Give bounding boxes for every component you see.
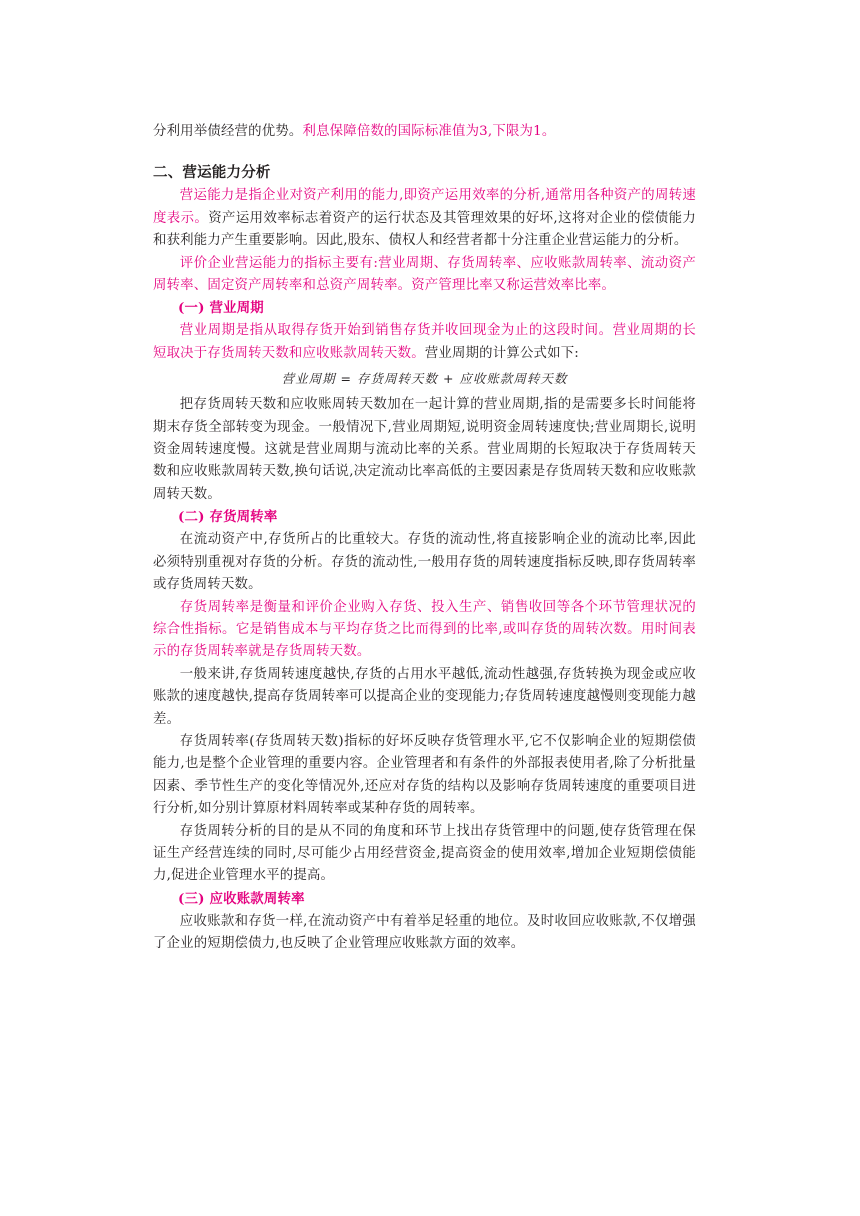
document-body bbox=[153, 121, 696, 956]
body-text: 营业周期的计算公式如下: bbox=[424, 345, 580, 361]
paragraph: 存货周转率是衡量和评价企业购入存货、投入生产、销售收回等各个环节管理状况的综合性指标。它是销售成本与平均存货之比而得到的比率,或叫存货的周转次数。用时间表示的存货周转率就是存货周转天数。 bbox=[153, 599, 696, 660]
formula: 营业周期 = 存货周转天数 + 应收账款周转天数 bbox=[281, 371, 568, 387]
paragraph: 存货周转分析的目的是从不同的角度和环节上找出存货管理中的问题,使存货管理在保证生产经营连续的同时,尽可能少占用经营资金,提高资金的使用效率,增加企业短期偿债能力,促进企业管理水平的提高。 bbox=[153, 823, 696, 884]
intro-text: 分利用举债经营的优势。 bbox=[153, 124, 303, 139]
paragraph: 把存货周转天数和应收账周转天数加在一起计算的营业周期,指的是需要多长时间能将期末存货全部转变为现金。一般情况下,营业周期短,说明资金周转速度快;营业周期长,说明资金周转速度慢。这就是营业周期与流动比率的关系。营业周期的长短取决于存货周转天数和应收账款周转天数,换句话说,决定流动比率高低的主要因素是存货周转天数和应收账款周转天数。 bbox=[153, 397, 696, 502]
paragraph bbox=[153, 185, 696, 252]
intro-highlight: 利息保障倍数的国际标准值为3,下限为1。 bbox=[302, 124, 556, 139]
highlight-text: 营运能力是指企业对资产利用的能力,即资产运用效率的分析,通常用各种资产的周转速度表示。 bbox=[153, 188, 696, 226]
paragraph: 在流动资产中,存货所占的比重较大。存货的流动性,将直接影响企业的流动比率,因此必须特别重视对存货的分析。存货的流动性,一般用存货的周转速度指标反映,即存货周转率或存货周转天数。 bbox=[153, 532, 696, 593]
paragraph: 一般来讲,存货周转速度越快,存货的占用水平越低,流动性越强,存货转换为现金或应收账款的速度越快,提高存货周转率可以提高企业的变现能力;存货周转速度越慢则变现能力越差。 bbox=[153, 666, 696, 727]
intro-paragraph bbox=[153, 121, 696, 143]
paragraph: 评价企业营运能力的指标主要有:营业周期、存货周转率、应收账款周转率、流动资产周转率、固定资产周转率和总资产周转率。资产管理比率又称运营效率比率。 bbox=[153, 255, 696, 294]
subsection-heading: (三) 应收账款周转率 bbox=[178, 890, 305, 907]
highlight-text: 营业周期是指从取得存货开始到销售存货并收回现金为止的这段时间。营业周期的长短取决于存货周转天数和应收账款周转天数。 bbox=[153, 323, 696, 361]
subsection-heading: (一) 营业周期 bbox=[178, 300, 264, 317]
section-heading: 二、营运能力分析 bbox=[153, 165, 271, 182]
paragraph: 应收账款和存货一样,在流动资产中有着举足轻重的地位。及时收回应收账款,不仅增强了企业的短期偿债力,也反映了企业管理应收账款方面的效率。 bbox=[153, 913, 696, 952]
paragraph: 存货周转率(存货周转天数)指标的好坏反映存货管理水平,它不仅影响企业的短期偿债能力,也是整个企业管理的重要内容。企业管理者和有条件的外部报表使用者,除了分析批量因素、季节性生产的变化等情况外,还应对存货的结构以及影响存货周转速度的重要项目进行分析,如分别计算原材料周转率或某种存货的周转率。 bbox=[153, 733, 696, 817]
paragraph bbox=[153, 320, 696, 365]
body-text: 资产运用效率标志着资产的运行状态及其管理效果的好坏,这将对企业的偿债能力和获利能力产生重要影响。因此,股东、债权人和经营者都十分注重企业营运能力的分析。 bbox=[153, 210, 696, 249]
subsection-heading: (二) 存货周转率 bbox=[178, 509, 278, 526]
